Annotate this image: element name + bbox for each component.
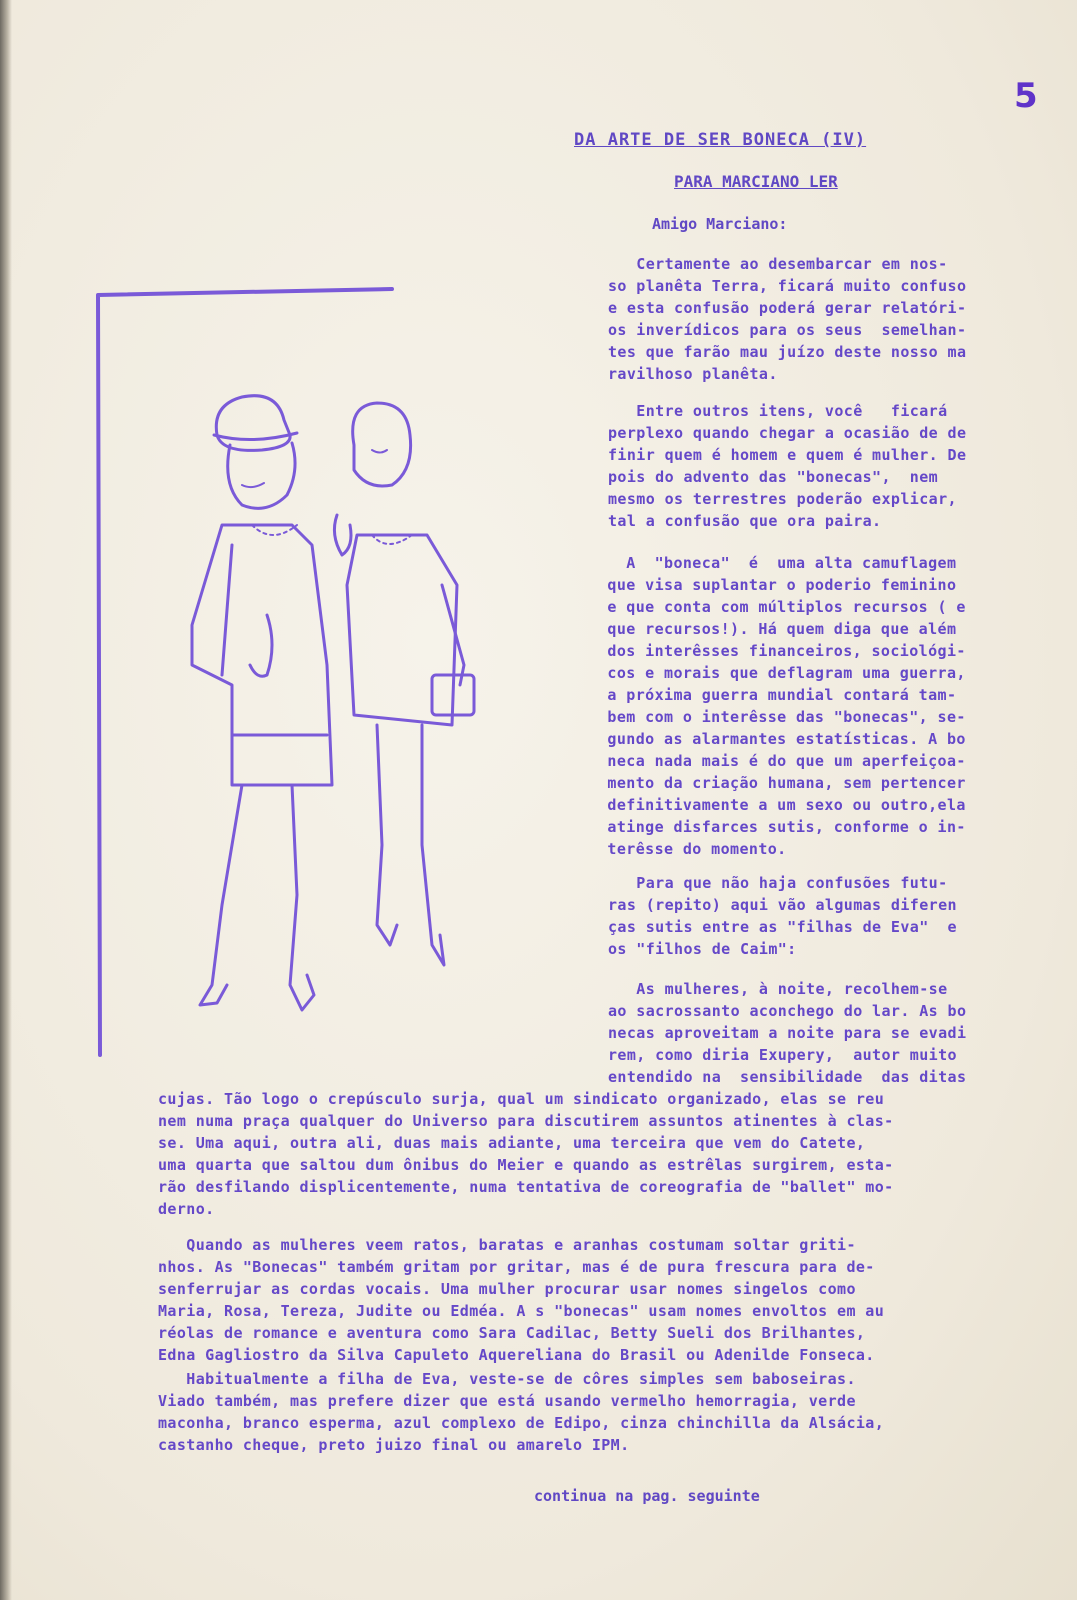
left-figure-hat <box>216 396 290 451</box>
two-figures-illustration <box>92 285 597 1065</box>
continuation-note: continua na pag. seguinte <box>534 1487 760 1505</box>
paragraph-4: Para que não haja confusões futu- ras (repito) aqui vão algumas diferen ças sutis entre as "filhas de Eva" e os "filhos de Caim": <box>608 874 957 958</box>
paragraph-5-right: As mulheres, à noite, recolhem-se ao sacrossanto aconchego do lar. As bo necas aproveitam a noite para se evadi rem, como diria Exupery, autor muito entendido na sensibilidade das ditas <box>608 980 967 1086</box>
page-number: 5 <box>1014 76 1038 116</box>
right-figure-head <box>353 403 411 486</box>
page-edge-shadow <box>0 0 12 1600</box>
left-figure-dress <box>192 525 332 785</box>
paragraph-6: Quando as mulheres veem ratos, baratas e aranhas costumam soltar griti- nhos. As "Bonecas" também gritam por gritar, mas é de pura frescura para de- senferrujar as cordas vocais. Uma mulher procurar usar nomes singelos como Maria, Rosa, Tereza, Judite ou Edméa. A s "bonecas" usam nomes envoltos em au réolas de romance e aventura como Sara Cadilac, Betty Sueli dos Brilhantes, Edna Gagliostro da Silva Capuleto Aquereliana do Brasil ou Adenilde Fonseca. <box>158 1236 885 1364</box>
paragraph-7: Habitualmente a filha de Eva, veste-se de côres simples sem baboseiras. Viado também, mas prefere dizer que está usando vermelho hemorragia, verde maconha, branco esperma, azul complexo de Edipo, cinza chinchilla da Alsácia, castanho cheque, preto juizo final ou amarelo IPM. <box>158 1370 885 1454</box>
right-figure-dress <box>347 535 457 725</box>
article-subtitle: PARA MARCIANO LER <box>674 172 838 191</box>
article-title: DA ARTE DE SER BONECA (IV) <box>574 130 867 150</box>
paragraph-3: A "boneca" é uma alta camuflagem que visa suplantar o poderio feminino e que conta com múltiplos recursos ( e que recursos!). Há quem diga que além dos interêsses financeiros, sociológi- cos e morais que deflagram uma guerra, a próxima guerra mundial contará tam- bem com o interêsse das "bonecas", se- gundo as alarmantes estatísticas. A bo neca nada mais é do que um aperfeiçoa- mento da criação humana, sem pertencer definitivamente a um sexo ou outro,ela atinge disfarces sutis, conforme o in- terêsse do momento. <box>607 554 966 858</box>
paragraph-2: Entre outros itens, você ficará perplexo quando chegar a ocasião de de finir quem é homem e quem é mulher. De pois do advento das "bonecas", nem mesmo os terrestres poderão explicar, tal a confusão que ora paira. <box>608 402 967 530</box>
paragraph-5-full: cujas. Tão logo o crepúsculo surja, qual um sindicato organizado, elas se reu nem numa praça qualquer do Universo para discutirem assuntos atinentes à clas- se. Uma aqui, outra ali, duas mais adiante, uma terceira que vem do Catete, uma quarta que saltou dum ônibus do Meier e quando as estrêlas surgirem, esta- rão desfilando displicentemente, numa tentativa de coreografia de "ballet" mo- derno. <box>158 1090 894 1218</box>
letter-greeting: Amigo Marciano: <box>652 215 788 233</box>
illustration-frame <box>98 289 392 1055</box>
paragraph-1: Certamente ao desembarcar em nos- so planêta Terra, ficará muito confuso e esta confusão poderá gerar relatóri- os inverídicos para os seus semelhan- tes que farão mau juízo deste nosso ma ravilhoso planêta. <box>608 255 967 383</box>
